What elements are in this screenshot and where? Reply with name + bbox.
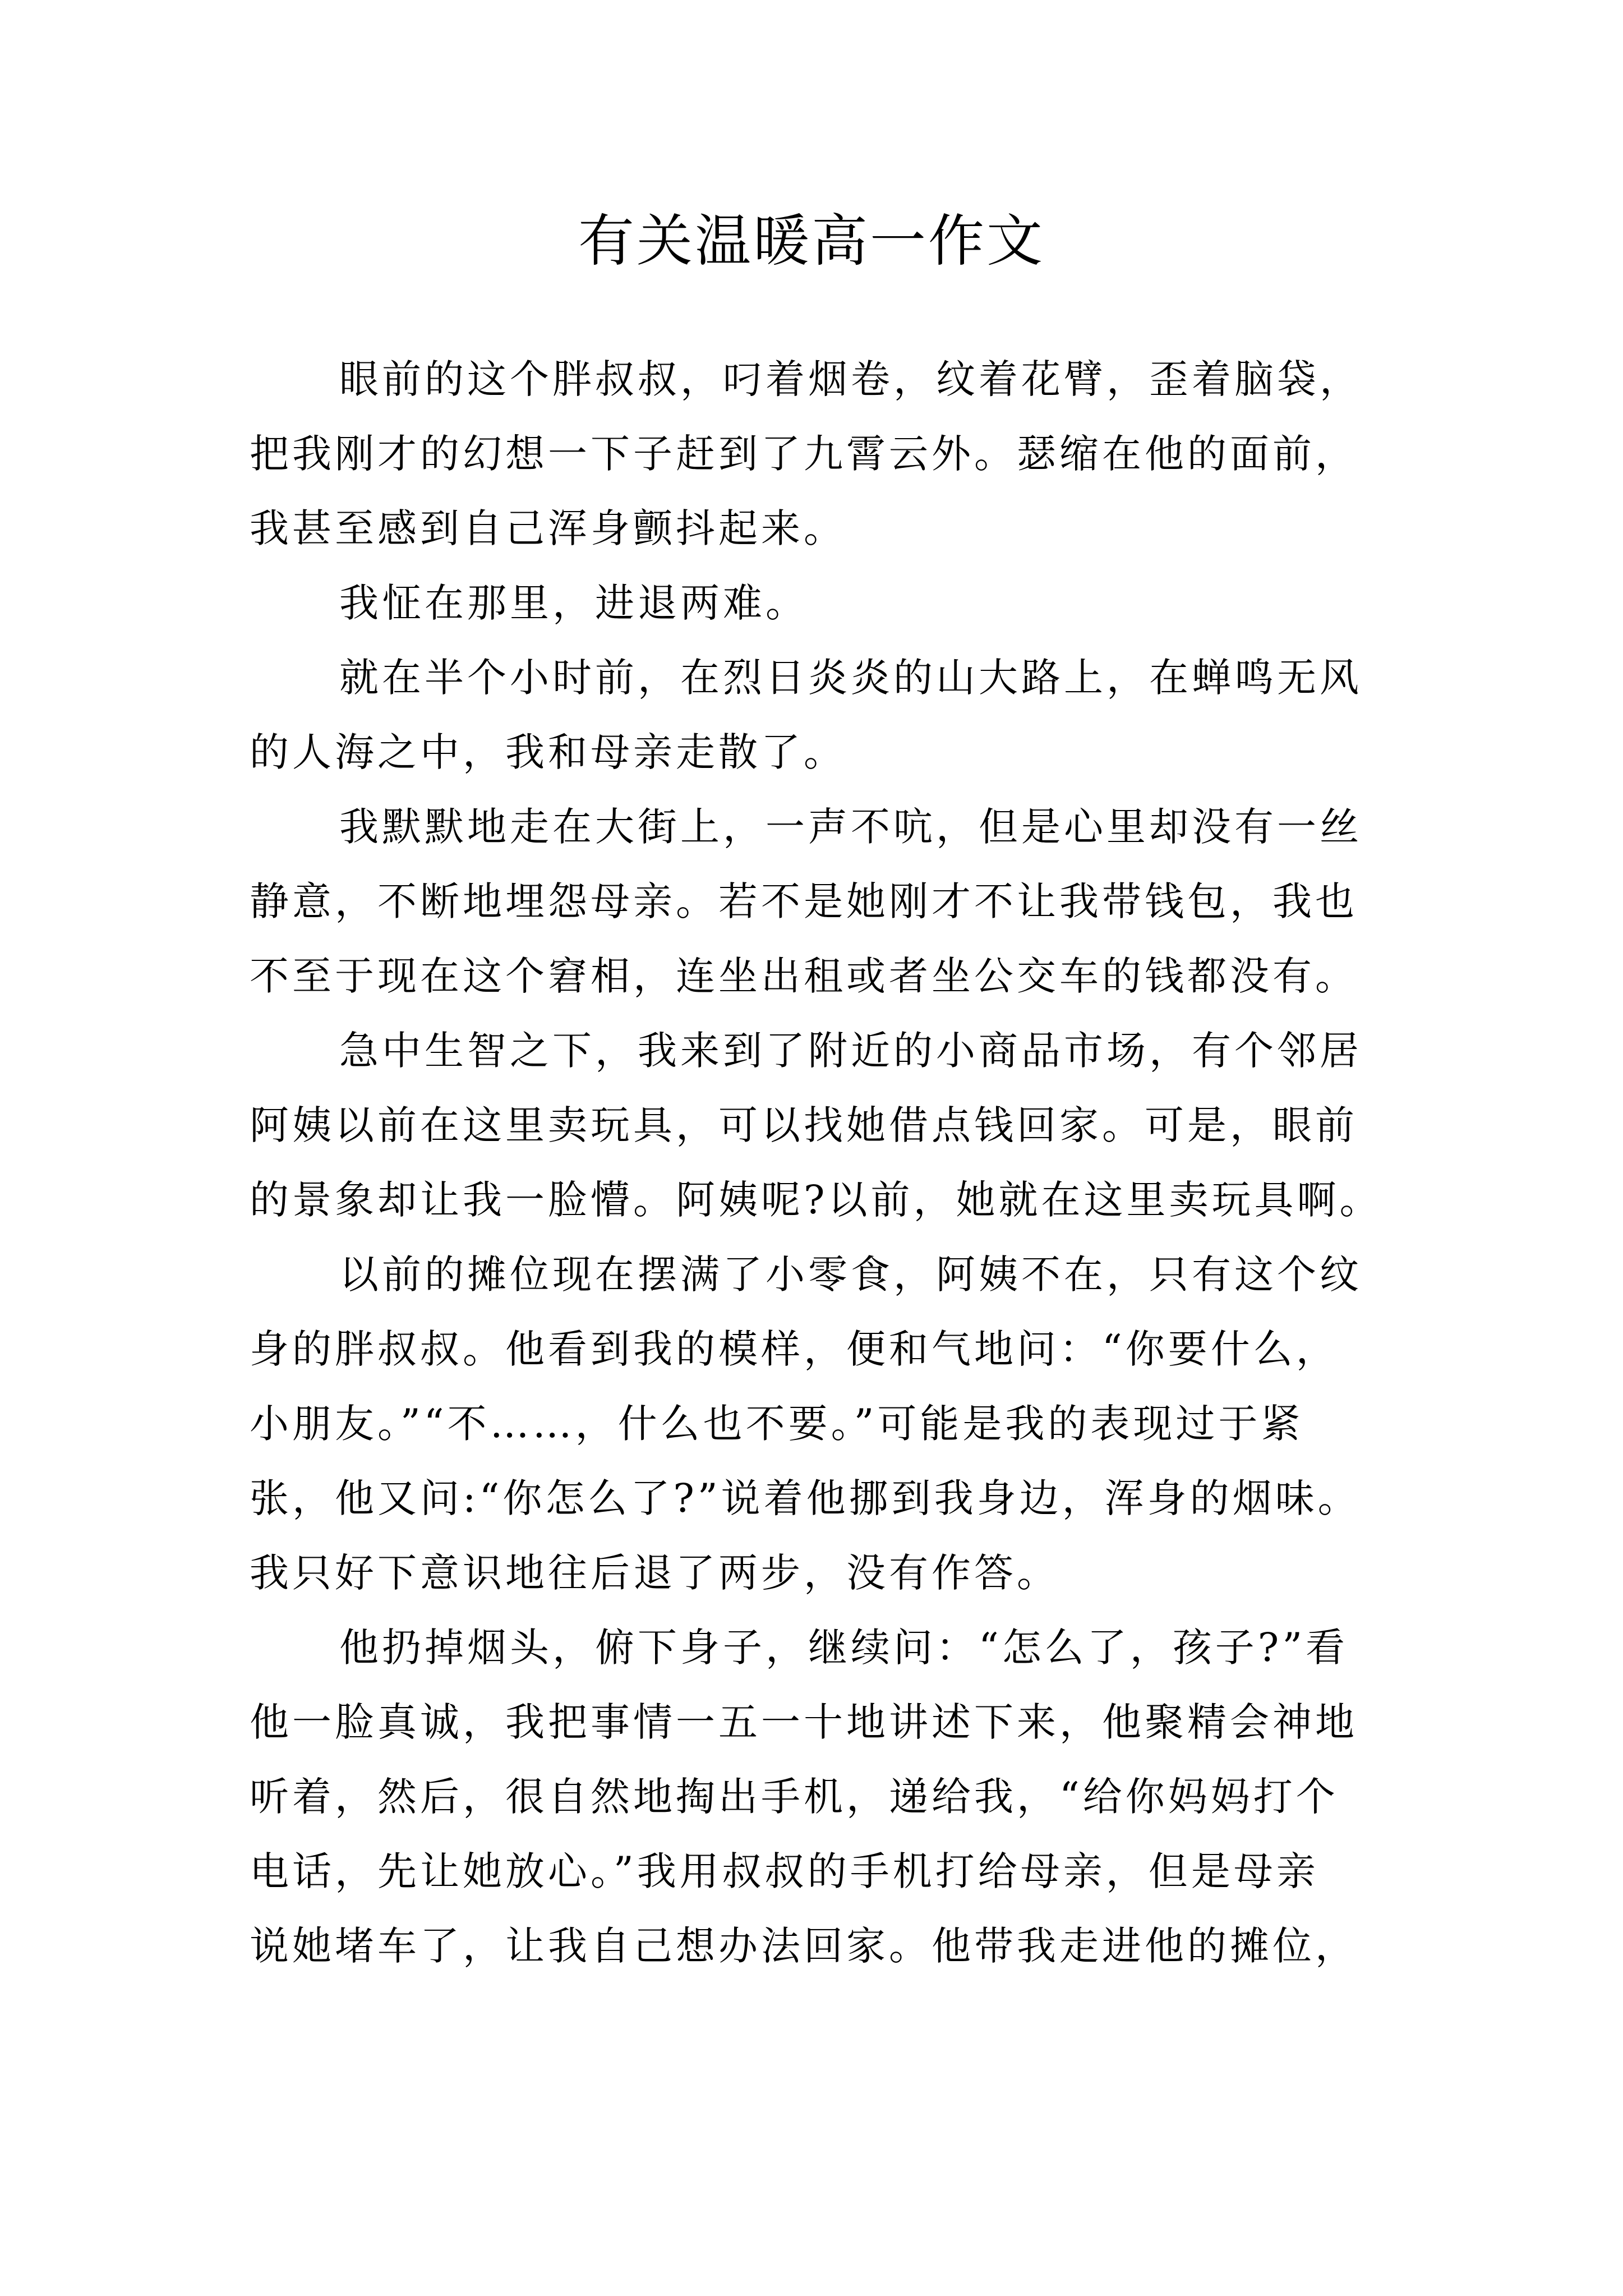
- text-line: 的人海之中，我和母亲走散了。: [250, 729, 846, 775]
- text-line: 我怔在那里，进退两难。: [339, 580, 808, 626]
- text-line: 静意，不断地埋怨母亲。若不是她刚才不让我带钱包，我也: [250, 878, 1358, 924]
- text-line: 他扔掉烟头，俯下身子，继续问：“怎么了，孩子?”看: [339, 1625, 1349, 1671]
- text-line: 电话，先让她放心。”我用叔叔的手机打给母亲，但是母亲: [250, 1848, 1319, 1894]
- document-body: [250, 342, 1405, 1984]
- text-line: 我甚至感到自己浑身颤抖起来。: [250, 505, 846, 551]
- text-line: 小朋友。”“不……，什么也不要。”可能是我的表现过于紧: [250, 1401, 1304, 1447]
- text-line: 把我刚才的幻想一下子赶到了九霄云外。瑟缩在他的面前，: [250, 431, 1358, 477]
- text-line: 我只好下意识地往后退了两步，没有作答。: [250, 1550, 1059, 1596]
- document-title: 有关温暖高一作文: [578, 208, 1045, 274]
- text-line: 眼前的这个胖叔叔，叼着烟卷，纹着花臂，歪着脑袋，: [339, 356, 1362, 402]
- text-line: 以前的摊位现在摆满了小零食，阿姨不在，只有这个纹: [339, 1251, 1362, 1297]
- text-line: 急中生智之下，我来到了附近的小商品市场，有个邻居: [339, 1028, 1362, 1074]
- text-line: 的景象却让我一脸懵。阿姨呢?以前，她就在这里卖玩具啊。: [250, 1177, 1382, 1223]
- text-line: 张，他又问:“你怎么了?”说着他挪到我身边，浑身的烟味。: [250, 1475, 1361, 1521]
- text-line: 说她堵车了，让我自己想办法回家。他带我走进他的摊位，: [250, 1923, 1358, 1969]
- text-line: 不至于现在这个窘相，连坐出租或者坐公交车的钱都没有。: [250, 953, 1358, 999]
- text-line: 身的胖叔叔。他看到我的模样，便和气地问：“你要什么，: [250, 1326, 1339, 1372]
- text-line: 就在半个小时前，在烈日炎炎的山大路上，在蝉鸣无风: [339, 655, 1362, 701]
- text-line: 我默默地走在大街上，一声不吭，但是心里却没有一丝: [339, 804, 1362, 850]
- text-line: 他一脸真诚，我把事情一五一十地讲述下来，他聚精会神地: [250, 1699, 1358, 1745]
- text-line: 听着，然后，很自然地掏出手机，递给我，“给你妈妈打个: [250, 1774, 1339, 1820]
- text-line: 阿姨以前在这里卖玩具，可以找她借点钱回家。可是，眼前: [250, 1102, 1358, 1148]
